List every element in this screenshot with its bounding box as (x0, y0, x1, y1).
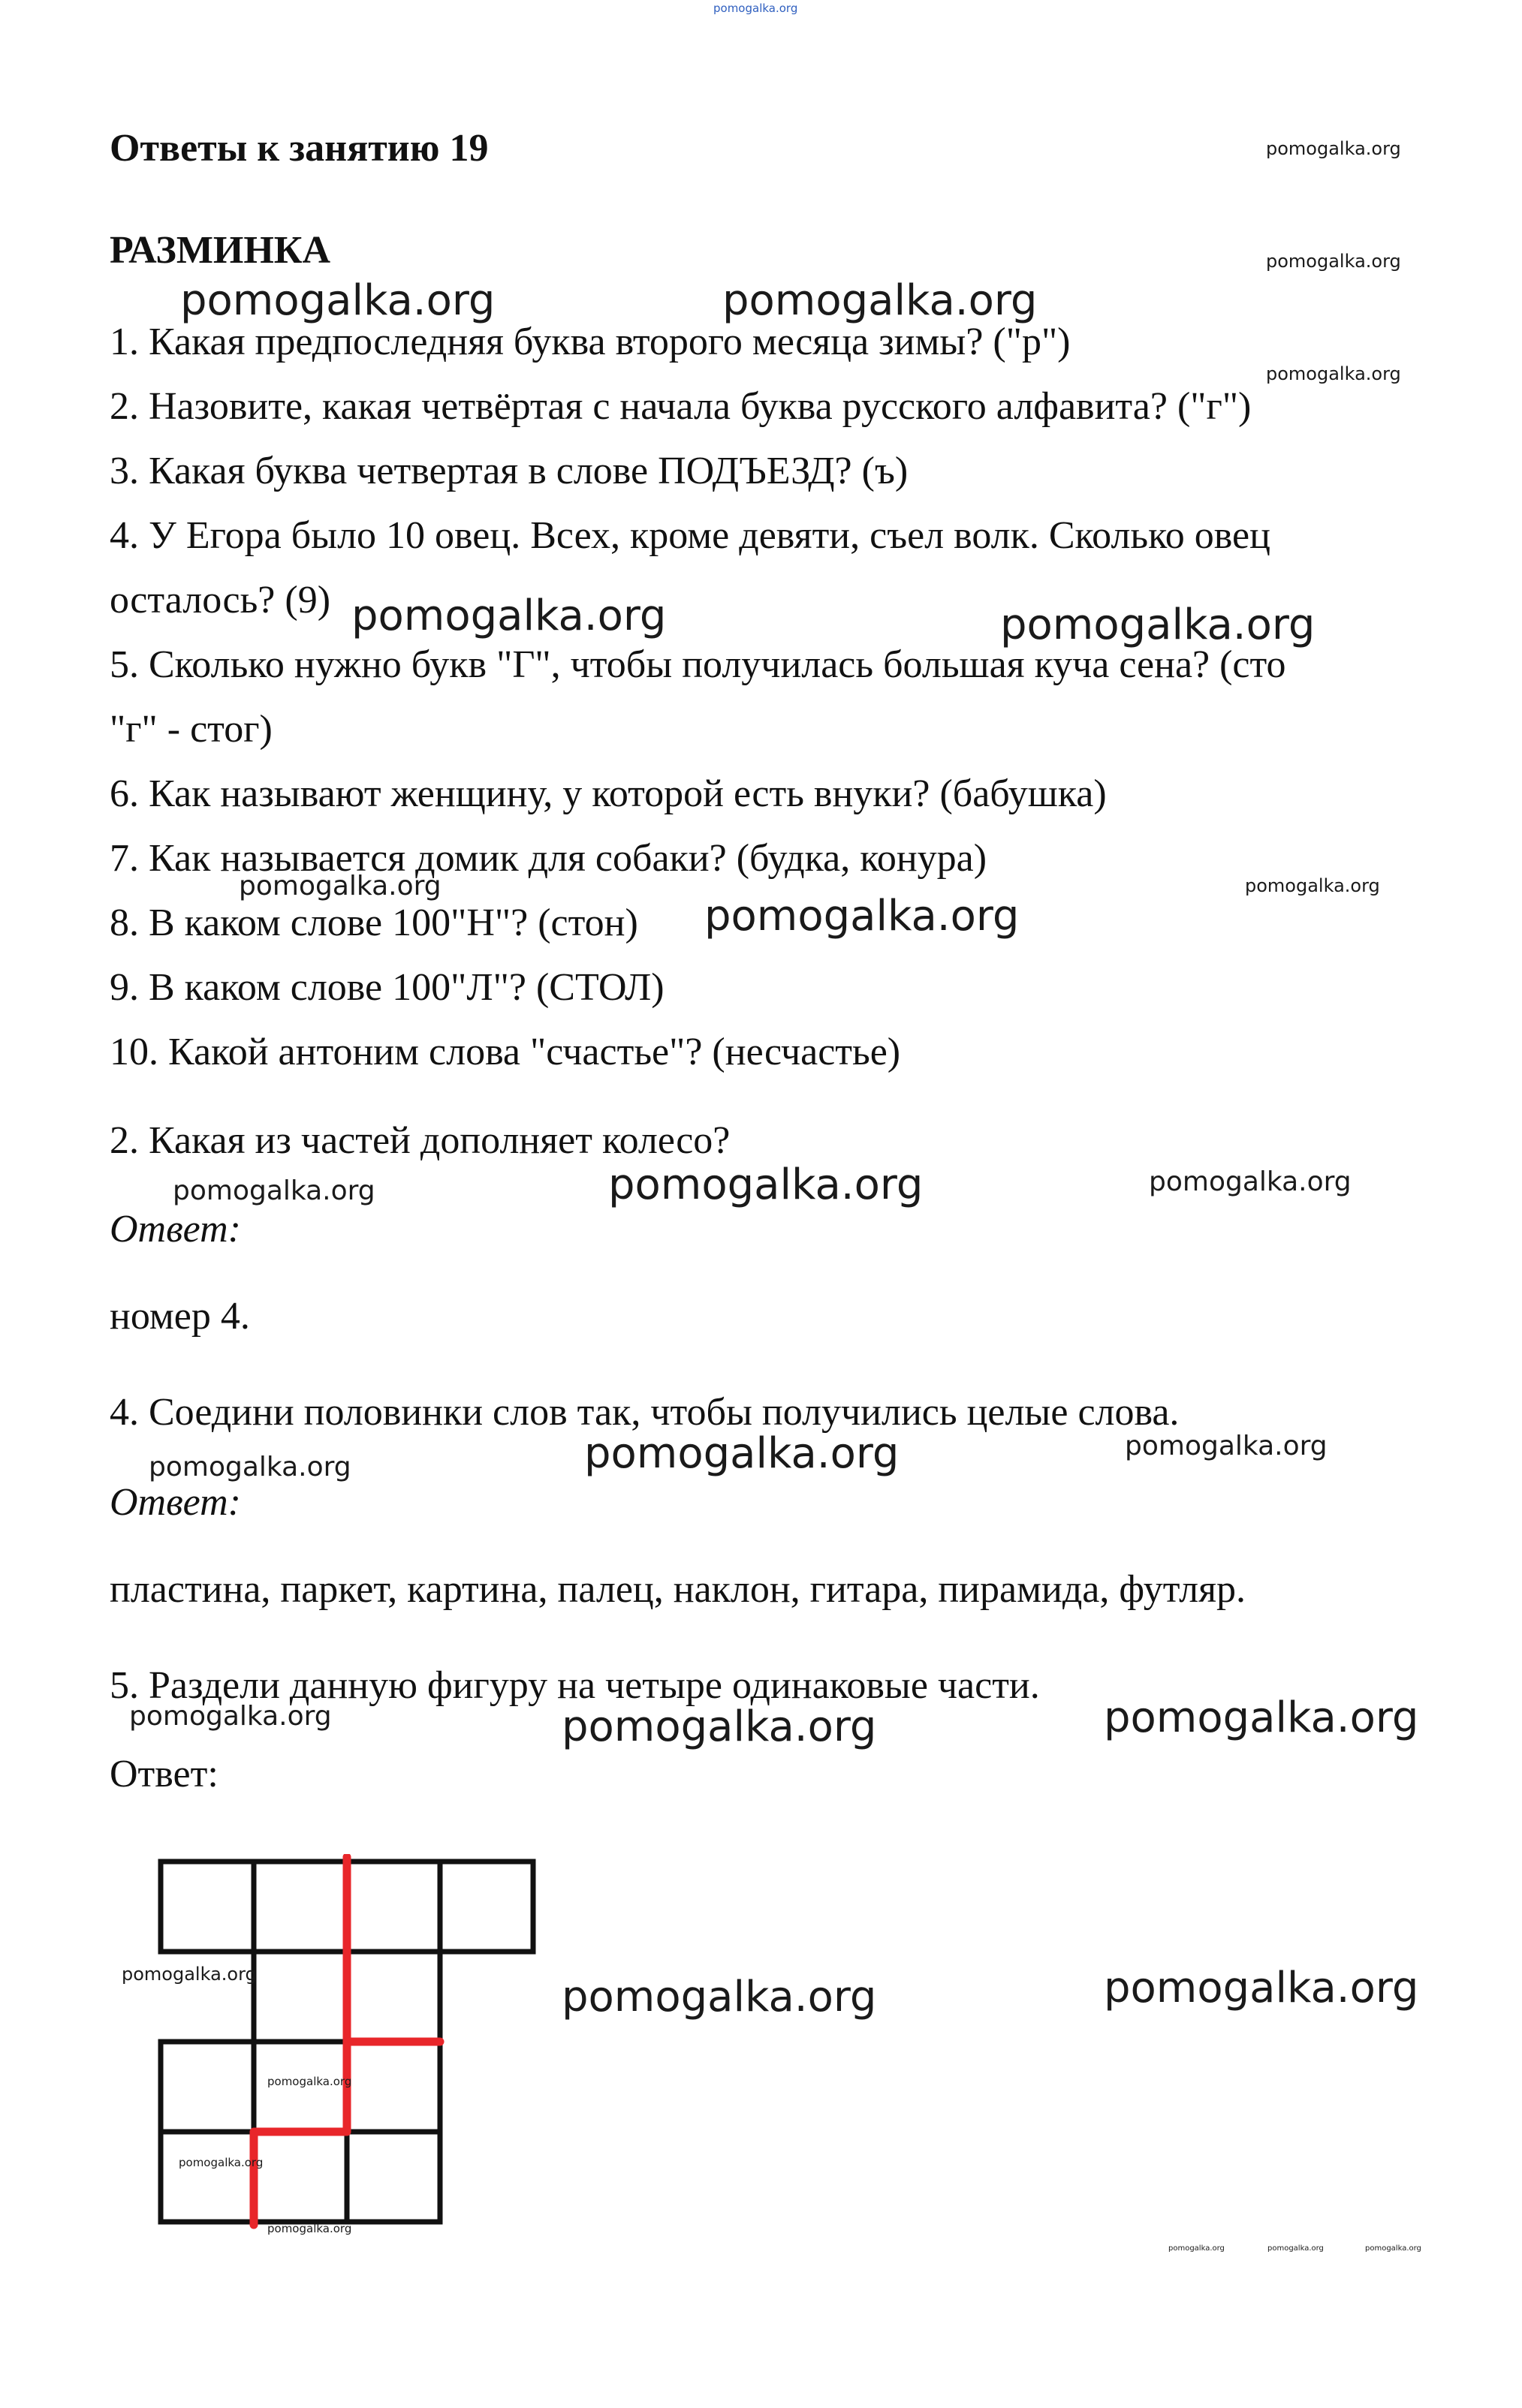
watermark: pomogalka.org (1149, 1166, 1352, 1197)
warmup-line: 1. Какая предпоследняя буква второго месяца зимы? ("р") (110, 321, 1071, 363)
watermark: pomogalka.org (1104, 1693, 1419, 1742)
watermark: pomogalka.org (1266, 138, 1401, 159)
task4-answer: пластина, паркет, картина, палец, наклон, гитара, пирамида, футляр. (110, 1568, 1246, 1611)
warmup-line: 9. В каком слове 100"Л"? (СТОЛ) (110, 966, 665, 1009)
task2-answer-label: Ответ: (110, 1208, 241, 1251)
task5-question: 5. Раздели данную фигуру на четыре одинаковые части. (110, 1664, 1040, 1707)
task4-question: 4. Соедини половинки слов так, чтобы получились целые слова. (110, 1391, 1180, 1434)
watermark: pomogalka.org (704, 892, 1020, 941)
top-watermark: pomogalka.org (713, 2, 798, 15)
watermark: pomogalka.org (1266, 363, 1401, 384)
watermark: pomogalka.org (562, 1973, 877, 2021)
page-title: Ответы к занятию 19 (110, 127, 489, 170)
watermark: pomogalka.org (562, 1702, 877, 1751)
warmup-line: 4. У Егора было 10 овец. Всех, кроме девяти, съел волк. Сколько овец (110, 514, 1270, 557)
warmup-line: осталось? (9) (110, 579, 331, 622)
warmup-line: 3. Какая буква четвертая в слове ПОДЪЕЗД? (ъ) (110, 450, 909, 492)
watermark: pomogalka.org (608, 1160, 924, 1209)
watermark: pomogalka.org (1104, 1964, 1419, 2012)
watermark: pomogalka.org (722, 276, 1038, 325)
watermark: pomogalka.org (1168, 2244, 1225, 2253)
watermark: pomogalka.org (1365, 2244, 1421, 2253)
divided-figure (150, 1854, 541, 2256)
task4-answer-label: Ответ: (110, 1481, 241, 1524)
watermark: pomogalka.org (1125, 1431, 1328, 1461)
task2-answer: номер 4. (110, 1295, 250, 1338)
watermark: pomogalka.org (1245, 875, 1380, 896)
watermark: pomogalka.org (149, 1452, 351, 1482)
watermark: pomogalka.org (584, 1429, 900, 1478)
warmup-line: 2. Назовите, какая четвёртая с начала буква русского алфавита? ("г") (110, 385, 1252, 428)
warmup-line: 5. Сколько нужно букв "Г", чтобы получилась большая куча сена? (сто (110, 643, 1286, 686)
task5-answer-label: Ответ: (110, 1753, 219, 1795)
watermark: pomogalka.org (351, 591, 667, 640)
watermark: pomogalka.org (1267, 2244, 1324, 2253)
watermark: pomogalka.org (267, 2222, 352, 2235)
warmup-line: 8. В каком слове 100"Н"? (стон) (110, 901, 638, 944)
task2-question: 2. Какая из частей дополняет колесо? (110, 1119, 731, 1162)
watermark: pomogalka.org (129, 1701, 332, 1732)
watermark: pomogalka.org (180, 276, 496, 325)
watermark: pomogalka.org (179, 2156, 264, 2169)
warmup-line: 7. Как называется домик для собаки? (будка, конура) (110, 837, 987, 880)
figure-svg (150, 1854, 541, 2252)
watermark: pomogalka.org (267, 2075, 352, 2088)
watermark: pomogalka.org (1266, 251, 1401, 272)
warmup-line: 10. Какой антоним слова "счастье"? (несчастье) (110, 1031, 901, 1073)
watermark: pomogalka.org (173, 1175, 375, 1206)
section-heading-warmup: РАЗМИНКА (110, 229, 331, 272)
warmup-line: "г" - стог) (110, 708, 273, 751)
watermark: pomogalka.org (122, 1964, 257, 1985)
cut-line-lower (254, 2042, 347, 2225)
watermark: pomogalka.org (239, 871, 442, 901)
warmup-line: 6. Как называют женщину, у которой есть внуки? (бабушка) (110, 772, 1107, 815)
watermark: pomogalka.org (1000, 600, 1316, 649)
